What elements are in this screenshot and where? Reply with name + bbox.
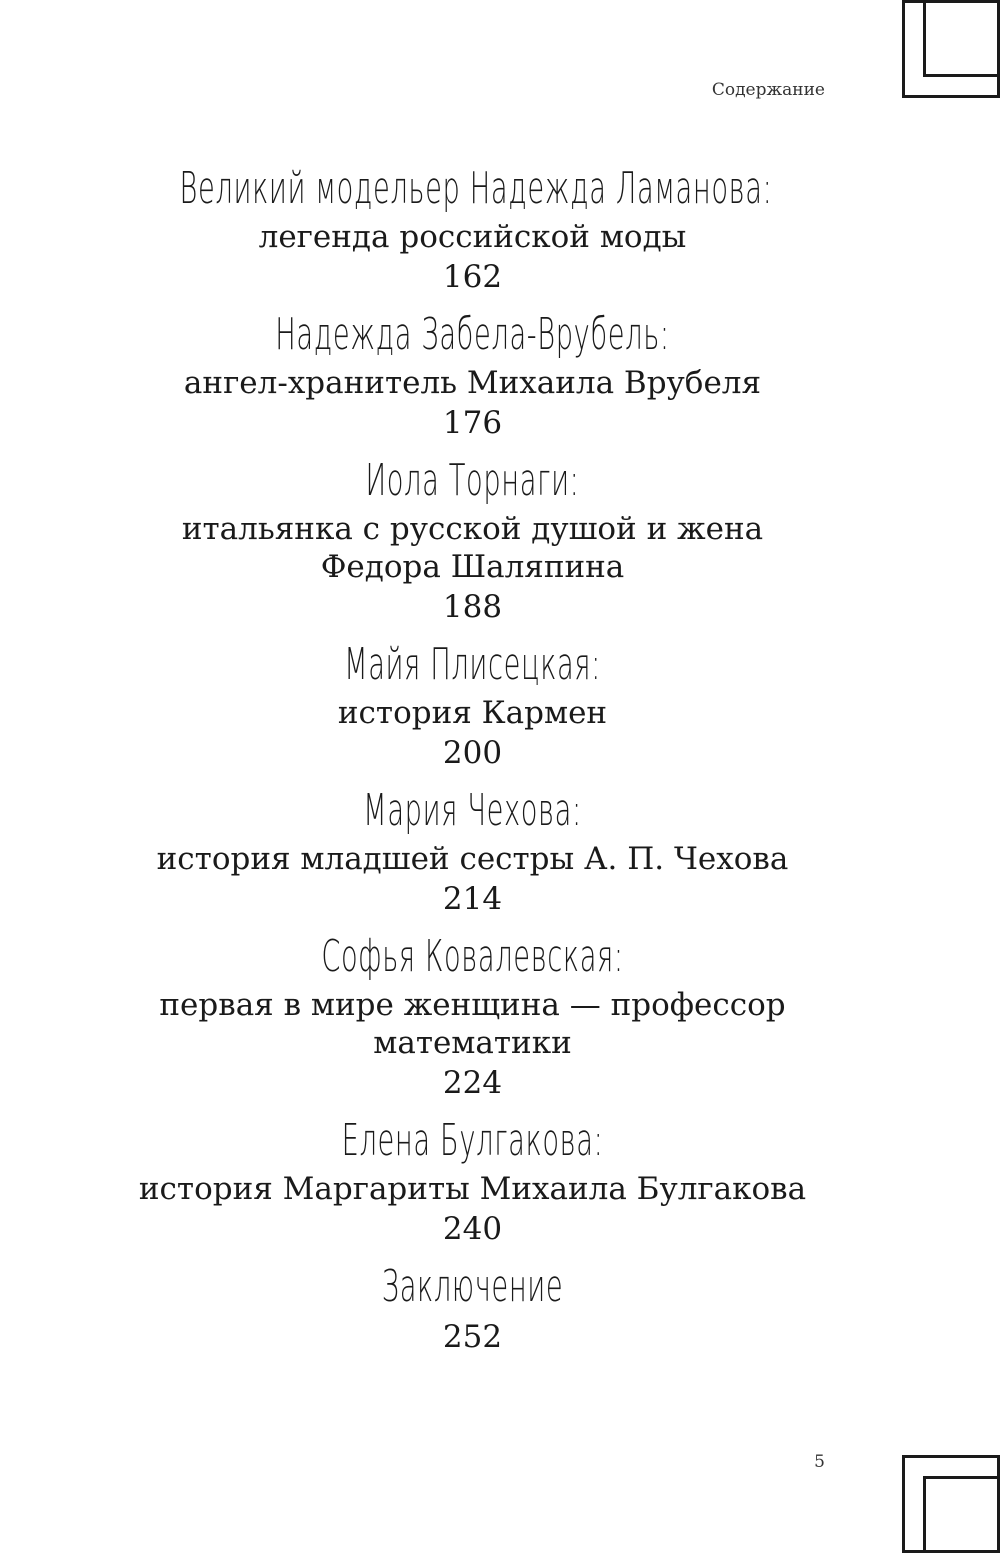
toc-entry-subtitle: итальянка с русской душой и жена Федора Шаляпина (181, 511, 764, 585)
toc-entry-title: Софья Ковалевская: (321, 931, 624, 982)
toc-entry-title: Мария Чехова: (363, 785, 582, 836)
toc-entry (0, 928, 945, 1104)
toc-entry-title: Елена Булгакова: (341, 1115, 604, 1166)
running-head: Содержание (711, 80, 825, 100)
toc-entry (0, 452, 945, 628)
toc-entry (0, 160, 945, 298)
toc-entry-page: 224 (442, 1065, 503, 1101)
toc-entry (0, 1258, 945, 1358)
toc-entry-page: 176 (442, 405, 503, 441)
toc-entry (0, 636, 945, 774)
toc-entry (0, 1112, 945, 1250)
toc-entry-page: 162 (442, 259, 503, 295)
toc-entry (0, 782, 945, 920)
toc-entry-title: Надежда Забела-Врубель: (275, 309, 670, 360)
toc-entry-page: 240 (442, 1211, 503, 1247)
toc-entry-subtitle: первая в мире женщина — профессор математики (159, 987, 786, 1061)
toc-entry-title: Майя Плисецкая: (344, 639, 601, 690)
toc-entry-page: 252 (442, 1319, 503, 1355)
toc-entry-page: 200 (442, 735, 503, 771)
toc-entry-page: 188 (442, 589, 503, 625)
toc-entry-subtitle: история Маргариты Михаила Булгакова (138, 1171, 807, 1207)
page-number: 5 (814, 1452, 825, 1472)
toc-entry-subtitle: ангел-хранитель Михаила Врубеля (183, 365, 762, 401)
toc-entry-title: Иола Торнаги: (365, 455, 580, 506)
toc-entry-subtitle: легенда российской моды (258, 219, 687, 255)
toc-entry-page: 214 (442, 881, 503, 917)
toc-entry-title: Великий модельер Надежда Ламанова: (179, 163, 773, 214)
toc-entry-title: Заключение (381, 1261, 564, 1312)
corner-ornament-bottom (902, 1455, 1000, 1553)
table-of-contents (0, 160, 945, 1366)
corner-ornament-top (902, 0, 1000, 98)
toc-entry (0, 306, 945, 444)
toc-entry-subtitle: история Кармен (337, 695, 608, 731)
toc-entry-subtitle: история младшей сестры А. П. Чехова (156, 841, 789, 877)
